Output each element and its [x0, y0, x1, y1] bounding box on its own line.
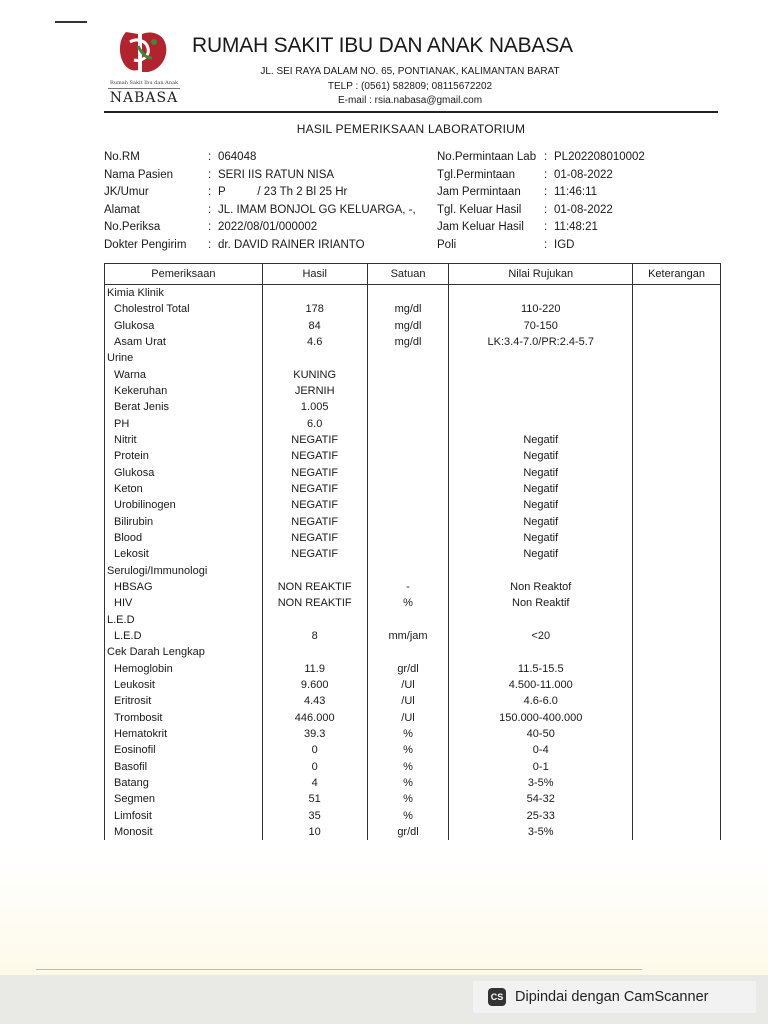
table-row [105, 318, 721, 334]
test-name-cell: Protein [105, 448, 263, 464]
reference-range-cell: 110-220 [449, 301, 633, 317]
patient-info-right [437, 149, 645, 255]
test-name-cell: Segmen [105, 791, 263, 807]
field-value: JL. IMAM BONJOL GG KELUARGA, -, [218, 203, 416, 216]
table-row [105, 791, 721, 807]
reference-range-cell: Negatif [449, 530, 633, 546]
table-row [105, 661, 721, 677]
test-name-cell: Warna [105, 367, 263, 383]
reference-range-cell [449, 416, 633, 432]
test-name-cell: Urobilinogen [105, 497, 263, 513]
unit-cell: /Ul [367, 693, 449, 709]
remark-cell [633, 301, 721, 317]
reference-range-cell [449, 612, 633, 628]
unit-cell [367, 514, 449, 530]
test-name-cell: Berat Jenis [105, 399, 263, 415]
test-name-cell: Cek Darah Lengkap [105, 644, 263, 660]
reference-range-cell: 54-32 [449, 791, 633, 807]
result-cell: NEGATIF [262, 497, 367, 513]
result-cell: 4 [262, 775, 367, 791]
result-cell: KUNING [262, 367, 367, 383]
remark-cell [633, 514, 721, 530]
table-row [105, 546, 721, 562]
unit-cell: mm/jam [367, 628, 449, 644]
table-row [105, 465, 721, 481]
field-label: Jam Permintaan [437, 186, 521, 199]
test-name-cell: L.E.D [105, 612, 263, 628]
category-row [105, 644, 721, 660]
table-row [105, 808, 721, 824]
remark-cell [633, 775, 721, 791]
remark-cell [633, 693, 721, 709]
reference-range-cell [449, 383, 633, 399]
table-row [105, 514, 721, 530]
result-cell: 178 [262, 301, 367, 317]
table-row [105, 497, 721, 513]
category-row [105, 285, 721, 302]
reference-range-cell [449, 367, 633, 383]
patient-field [104, 237, 416, 255]
field-label: JK/Umur [104, 186, 149, 199]
field-colon: : [208, 221, 212, 234]
header-hasil: Hasil [262, 264, 367, 285]
field-value: SERI IIS RATUN NISA [218, 168, 335, 181]
test-name-cell: Keton [105, 481, 263, 497]
test-name-cell: Bilirubin [105, 514, 263, 530]
unit-cell: % [367, 726, 449, 742]
patient-field [104, 184, 416, 202]
reference-range-cell: 0-1 [449, 759, 633, 775]
patient-field [104, 167, 416, 185]
unit-cell [367, 416, 449, 432]
table-row [105, 399, 721, 415]
result-cell: JERNIH [262, 383, 367, 399]
test-name-cell: Lekosit [105, 546, 263, 562]
camscanner-text: Dipindai dengan CamScanner [515, 989, 709, 1005]
result-cell: 11.9 [262, 661, 367, 677]
field-colon: : [208, 151, 212, 163]
result-cell: 0 [262, 742, 367, 758]
field-label: Tgl.Permintaan [437, 168, 515, 181]
result-cell: 51 [262, 791, 367, 807]
field-colon: : [544, 168, 548, 181]
result-cell [262, 350, 367, 366]
remark-cell [633, 791, 721, 807]
unit-cell: gr/dl [367, 824, 449, 840]
table-row [105, 383, 721, 399]
hospital-email: E-mail : rsia.nabasa@gmail.com [337, 95, 483, 106]
header-satuan: Satuan [367, 264, 449, 285]
test-name-cell: Batang [105, 775, 263, 791]
reference-range-cell: 70-150 [449, 318, 633, 334]
table-row [105, 334, 721, 350]
remark-cell [633, 824, 721, 840]
reference-range-cell: 4.6-6.0 [449, 693, 633, 709]
table-row [105, 579, 721, 595]
unit-cell [367, 530, 449, 546]
result-cell: NEGATIF [262, 514, 367, 530]
remark-cell [633, 432, 721, 448]
remark-cell [633, 612, 721, 628]
field-colon: : [544, 151, 548, 163]
result-cell: 1.005 [262, 399, 367, 415]
table-row [105, 367, 721, 383]
table-header-row [105, 264, 721, 285]
table-row [105, 628, 721, 644]
unit-cell: /Ul [367, 710, 449, 726]
field-value: 01-08-2022 [554, 168, 613, 181]
test-name-cell: Kimia Klinik [105, 285, 263, 302]
table-row [105, 448, 721, 464]
result-cell: NEGATIF [262, 448, 367, 464]
unit-cell [367, 481, 449, 497]
unit-cell: mg/dl [367, 301, 449, 317]
test-name-cell: Hematokrit [105, 726, 263, 742]
reference-range-cell [449, 350, 633, 366]
test-name-cell: Cholestrol Total [105, 301, 263, 317]
remark-cell [633, 563, 721, 579]
unit-cell [367, 350, 449, 366]
unit-cell: % [367, 742, 449, 758]
reference-range-cell [449, 285, 633, 302]
remark-cell [633, 677, 721, 693]
result-cell: 446.000 [262, 710, 367, 726]
patient-field [437, 149, 645, 167]
result-cell: NEGATIF [262, 465, 367, 481]
result-cell: 0 [262, 759, 367, 775]
remark-cell [633, 318, 721, 334]
field-value: IGD [554, 238, 575, 251]
page-shading [0, 855, 768, 975]
patient-field [437, 202, 645, 220]
test-name-cell: Eritrosit [105, 693, 263, 709]
result-cell: 8 [262, 628, 367, 644]
unit-cell [367, 644, 449, 660]
remark-cell [633, 350, 721, 366]
remark-cell [633, 579, 721, 595]
test-name-cell: Asam Urat [105, 334, 263, 350]
test-name-cell: Hemoglobin [105, 661, 263, 677]
field-label: No.RM [104, 151, 140, 163]
table-row [105, 693, 721, 709]
field-label: Nama Pasien [104, 168, 174, 181]
table-row [105, 530, 721, 546]
field-colon: : [544, 238, 548, 251]
test-name-cell: HIV [105, 595, 263, 611]
header-pemeriksaan: Pemeriksaan [105, 264, 263, 285]
unit-cell: gr/dl [367, 661, 449, 677]
reference-range-cell: Negatif [449, 481, 633, 497]
document-title: HASIL PEMERIKSAAN LABORATORIUM [296, 122, 526, 136]
field-colon: : [544, 221, 548, 234]
remark-cell [633, 759, 721, 775]
header-nilai-rujukan: Nilai Rujukan [449, 264, 633, 285]
remark-cell [633, 661, 721, 677]
test-name-cell: Glukosa [105, 318, 263, 334]
field-colon: : [208, 203, 212, 216]
remark-cell [633, 285, 721, 302]
unit-cell: mg/dl [367, 334, 449, 350]
field-value: 064048 [218, 151, 257, 163]
result-cell: 9.600 [262, 677, 367, 693]
page-bottom-edge [36, 969, 642, 970]
reference-range-cell [449, 399, 633, 415]
hospital-phone: TELP : (0561) 582809; 08115672202 [327, 81, 493, 92]
lab-results-table [104, 263, 721, 840]
table-row [105, 432, 721, 448]
unit-cell [367, 612, 449, 628]
patient-field [437, 184, 645, 202]
patient-field [437, 167, 645, 185]
unit-cell: /Ul [367, 677, 449, 693]
test-name-cell: Kekeruhan [105, 383, 263, 399]
table-row [105, 742, 721, 758]
table-row [105, 595, 721, 611]
result-cell: NON REAKTIF [262, 579, 367, 595]
reference-range-cell: 0-4 [449, 742, 633, 758]
field-value: P / 23 Th 2 Bl 25 Hr [218, 186, 348, 199]
logo-wordmark: NABASA [109, 90, 179, 106]
reference-range-cell [449, 563, 633, 579]
category-row [105, 612, 721, 628]
field-label: No.Permintaan Lab [437, 151, 537, 163]
unit-cell [367, 383, 449, 399]
field-label: Dokter Pengirim [104, 238, 187, 251]
table-row [105, 677, 721, 693]
remark-cell [633, 644, 721, 660]
table-row [105, 301, 721, 317]
result-cell: 35 [262, 808, 367, 824]
header-keterangan: Keterangan [633, 264, 721, 285]
remark-cell [633, 546, 721, 562]
table-row [105, 759, 721, 775]
remark-cell [633, 399, 721, 415]
table-row [105, 710, 721, 726]
unit-cell [367, 563, 449, 579]
unit-cell: % [367, 808, 449, 824]
test-name-cell: HBSAG [105, 579, 263, 595]
remark-cell [633, 742, 721, 758]
patient-field [104, 202, 416, 220]
field-colon: : [208, 238, 212, 251]
unit-cell [367, 465, 449, 481]
result-cell: 39.3 [262, 726, 367, 742]
unit-cell: % [367, 759, 449, 775]
reference-range-cell: 40-50 [449, 726, 633, 742]
result-cell [262, 644, 367, 660]
remark-cell [633, 334, 721, 350]
remark-cell [633, 383, 721, 399]
patient-field [104, 149, 416, 167]
field-label: Poli [437, 238, 457, 251]
hospital-name: RUMAH SAKIT IBU DAN ANAK NABASA [192, 34, 573, 57]
patient-field [104, 219, 416, 237]
reference-range-cell: 11.5-15.5 [449, 661, 633, 677]
test-name-cell: Eosinofil [105, 742, 263, 758]
header-divider [104, 111, 718, 113]
field-colon: : [208, 186, 212, 199]
result-cell: NEGATIF [262, 530, 367, 546]
table-row [105, 481, 721, 497]
result-cell: NEGATIF [262, 432, 367, 448]
result-cell: NON REAKTIF [262, 595, 367, 611]
test-name-cell: L.E.D [105, 628, 263, 644]
reference-range-cell: Negatif [449, 546, 633, 562]
remark-cell [633, 628, 721, 644]
test-name-cell: Nitrit [105, 432, 263, 448]
corner-mark [55, 21, 87, 23]
remark-cell [633, 465, 721, 481]
unit-cell: mg/dl [367, 318, 449, 334]
result-cell: 84 [262, 318, 367, 334]
test-name-cell: Basofil [105, 759, 263, 775]
result-cell: 4.6 [262, 334, 367, 350]
result-cell [262, 563, 367, 579]
field-value: PL202208010002 [554, 151, 645, 163]
reference-range-cell: LK:3.4-7.0/PR:2.4-5.7 [449, 334, 633, 350]
field-label: Tgl. Keluar Hasil [437, 203, 522, 216]
field-label: Jam Keluar Hasil [437, 221, 524, 234]
reference-range-cell: Negatif [449, 497, 633, 513]
remark-cell [633, 530, 721, 546]
table-row [105, 824, 721, 840]
remark-cell [633, 481, 721, 497]
reference-range-cell: Negatif [449, 514, 633, 530]
remark-cell [633, 808, 721, 824]
reference-range-cell: 3-5% [449, 824, 633, 840]
field-colon: : [208, 168, 212, 181]
unit-cell [367, 367, 449, 383]
camscanner-watermark [473, 981, 756, 1013]
field-label: No.Periksa [104, 221, 161, 234]
field-value: 11:46:11 [554, 186, 598, 199]
camscanner-icon: CS [488, 988, 506, 1006]
unit-cell [367, 285, 449, 302]
category-row [105, 350, 721, 366]
field-value: 11:48:21 [554, 221, 598, 234]
result-cell [262, 612, 367, 628]
unit-cell [367, 399, 449, 415]
remark-cell [633, 448, 721, 464]
test-name-cell: Limfosit [105, 808, 263, 824]
unit-cell [367, 432, 449, 448]
remark-cell [633, 367, 721, 383]
field-value: 2022/08/01/000002 [218, 221, 318, 234]
reference-range-cell: Non Reaktof [449, 579, 633, 595]
test-name-cell: Glukosa [105, 465, 263, 481]
test-name-cell: PH [105, 416, 263, 432]
result-cell: 10 [262, 824, 367, 840]
unit-cell: - [367, 579, 449, 595]
unit-cell: % [367, 791, 449, 807]
remark-cell [633, 497, 721, 513]
category-row [105, 563, 721, 579]
remark-cell [633, 710, 721, 726]
patient-field [437, 237, 645, 255]
reference-range-cell: Negatif [449, 432, 633, 448]
field-value: dr. DAVID RAINER IRIANTO [218, 238, 365, 251]
field-colon: : [544, 203, 548, 216]
test-name-cell: Urine [105, 350, 263, 366]
reference-range-cell: Negatif [449, 448, 633, 464]
result-cell: 4.43 [262, 693, 367, 709]
table-row [105, 775, 721, 791]
reference-range-cell [449, 644, 633, 660]
remark-cell [633, 726, 721, 742]
test-name-cell: Serulogi/Immunologi [105, 563, 263, 579]
field-value: 01-08-2022 [554, 203, 613, 216]
remark-cell [633, 595, 721, 611]
unit-cell [367, 497, 449, 513]
result-cell: 6.0 [262, 416, 367, 432]
reference-range-cell: <20 [449, 628, 633, 644]
unit-cell: % [367, 775, 449, 791]
patient-field [437, 219, 645, 237]
test-name-cell: Monosit [105, 824, 263, 840]
hospital-address: JL. SEI RAYA DALAM NO. 65, PONTIANAK, KALIMANTAN BARAT [260, 66, 560, 77]
result-cell [262, 285, 367, 302]
reference-range-cell: Negatif [449, 465, 633, 481]
test-name-cell: Leukosit [105, 677, 263, 693]
unit-cell [367, 448, 449, 464]
result-cell: NEGATIF [262, 546, 367, 562]
remark-cell [633, 416, 721, 432]
reference-range-cell: 3-5% [449, 775, 633, 791]
table-row [105, 726, 721, 742]
result-cell: NEGATIF [262, 481, 367, 497]
reference-range-cell: 25-33 [449, 808, 633, 824]
test-name-cell: Blood [105, 530, 263, 546]
field-label: Alamat [104, 203, 140, 216]
table-row [105, 416, 721, 432]
test-name-cell: Trombosit [105, 710, 263, 726]
logo-tagline: Rumah Sakit Ibu dan Anak [110, 80, 178, 86]
patient-info-left [104, 149, 416, 255]
reference-range-cell: 4.500-11.000 [449, 677, 633, 693]
field-colon: : [544, 186, 548, 199]
unit-cell [367, 546, 449, 562]
reference-range-cell: 150.000-400.000 [449, 710, 633, 726]
unit-cell: % [367, 595, 449, 611]
reference-range-cell: Non Reaktif [449, 595, 633, 611]
